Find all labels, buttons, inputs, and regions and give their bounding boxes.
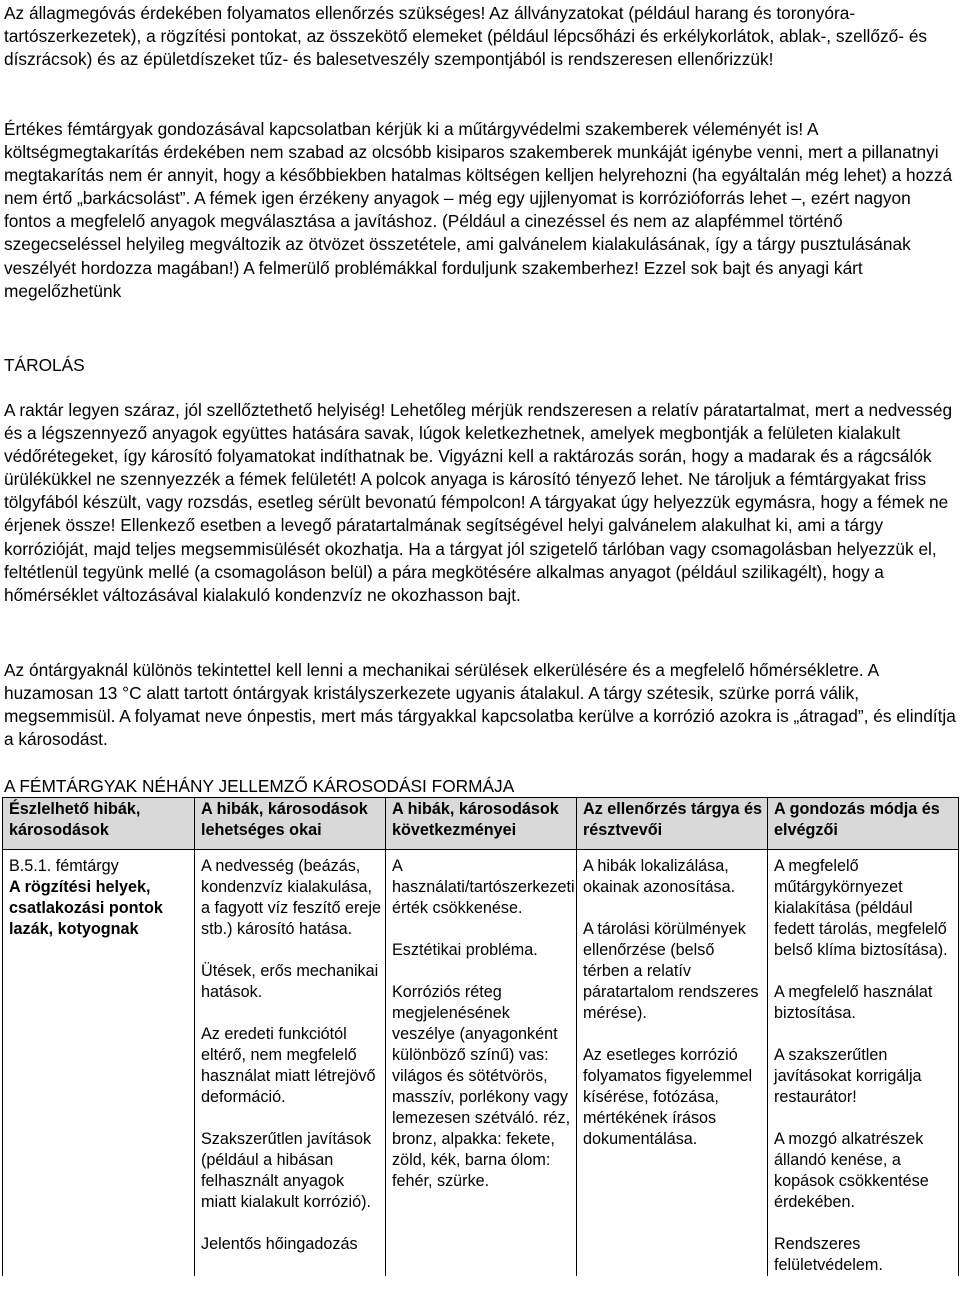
- care-item: Rendszeres felületvédelem.: [774, 1235, 883, 1274]
- cause-item: A nedvesség (beázás, kondenzvíz kialakulása, a fagyott víz feszítő ereje stb.) károsító hatása.: [201, 857, 381, 938]
- damage-code: B.5.1. fémtárgy: [9, 857, 119, 875]
- paragraph-inspection: Az állagmegóvás érdekében folyamatos ellenőrzés szükséges! Az állványzatokat (például harang és toronyóra-tartószerkezetek), a rögzítési pontokat, az összekötő elemeket (például lépcsőházi és erkélykorlátok, ablak-, szellőző- és díszrácsok) és az épületdíszeket tűz- és balesetveszély szempontjából is rendszeresen ellenőrizzük!: [4, 3, 928, 70]
- paragraph-tin-pest: Az óntárgyaknál különös tekintettel kell lenni a mechanikai sérülések elkerülésére és a megfelelő hőmérsékletre. A huzamosan 13 °C alatt tartott óntárgyak kristályszerkezete ugyanis átalakul. A tárgy szétesik, szürke porrá válik, megsemmisül. A folyamat neve ónpestis, mert más tárgyakkal kapcsolatba kerülve a korrózió azokra is „átragad”, és elindítja a károsodást.: [4, 660, 956, 750]
- care-item: A szakszerűtlen javításokat korrigálja restaurátor!: [774, 1046, 922, 1106]
- cause-item: Ütések, erős mechanikai hatások.: [201, 962, 379, 1001]
- inspection-item: Az esetleges korrózió folyamatos figyelemmel kísérése, fotózása, mértékének írásos dokumentálása.: [583, 1046, 753, 1148]
- paragraph-storage: A raktár legyen száraz, jól szellőztethető helyiség! Lehetőleg mérjük rendszeresen a relatív páratartalmat, mert a nedvesség és a légszennyező anyagok együttes hatására savak, lúgok keletkezhetnek, amelyek megbontják a felületen kialakult védőrétegeket, így károsító folyamatokat indíthatnak be. Vigyázni kell a raktározás során, hogy a madarak és a rágcsálók ürülékükkel ne szennyezzék a fémek felületét! A polcok anyaga is károsító tényező lehet. Ne tároljuk a fémtárgyakat friss tölgyfából készült, vagy rozsdás, esetleg sérült bevonatú fémpolcon! A tárgyakat úgy helyezzük egymásra, hogy a fémek ne érjenek össze! Ellenkező esetben a levegő páratartalmának segítségével helyi galvánelem alakulhat ki, ami a tárgy korrózióját, majd teljes megsemmisülését okozhatja. Ha a tárgyat jól szigetelő tárlóban vagy csomagolásban helyezzük el, feltétlenül tegyünk mellé (a csomagoláson belül) a pára megkötésére alkalmas anyagot (például szilikagélt), hogy a hőmérséklet változásával kialakuló kondenzvíz ne okozhasson bajt.: [4, 400, 953, 605]
- cell-inspection-subject: [577, 850, 768, 1277]
- care-item: A mozgó alkatrészek állandó kenése, a kopások csökkentése érdekében.: [774, 1130, 929, 1211]
- cell-consequences: [386, 850, 577, 1277]
- header-consequences: A hibák, károsodások következményei: [386, 798, 577, 850]
- table-header-row: [3, 798, 959, 850]
- table-row: [3, 850, 959, 1277]
- care-item: A megfelelő műtárgykörnyezet kialakítása (például fedett tárolás, megfelelő belső klíma biztosítása).: [774, 857, 948, 959]
- inspection-item: A hibák lokalizálása, okainak azonosítása.: [583, 857, 736, 896]
- care-item: A megfelelő használat biztosítása.: [774, 983, 933, 1022]
- header-inspection-subject: Az ellenőrzés tárgya és résztvevői: [577, 798, 768, 850]
- table-section-title: A FÉMTÁRGYAK NÉHÁNY JELLEMZŐ KÁROSODÁSI FORMÁJA: [4, 776, 515, 796]
- paragraph-expert-advice: Értékes fémtárgyak gondozásával kapcsolatban kérjük ki a műtárgyvédelmi szakemberek véleményét is! A költségmegtakarítás érdekében nem szabad az olcsóbb kisiparos szakemberek munkáját igénybe venni, mert a pillanatnyi megtakarítás nem ér annyit, hogy a későbbiekben hatalmas költségen kelljen helyrehozni (ha egyáltalán még lehet) a hozzá nem értő „barkácsolást”. A fémek igen érzékeny anyagok – még egy ujjlenyomat is korrózióforrás lehet –, ezért nagyon fontos a megfelelő anyagok megválasztása a javításhoz. (Például a cinezéssel és nem az alapfémmel történő szegecseléssel helyileg megváltozik az ötvözet összetétele, ami galvánelem kialakulásának, így a tárgy pusztulásának veszélyét hordozza magában!) A felmerülő problémákkal forduljunk szakemberhez! Ezzel sok bajt és anyagi kárt megelőzhetünk: [4, 119, 953, 301]
- header-observed-damage: Észlelhető hibák, károsodások: [3, 798, 195, 850]
- cell-observed-damage: [3, 850, 195, 1277]
- cell-care-method: [768, 850, 959, 1277]
- header-possible-causes: A hibák, károsodások lehetséges okai: [195, 798, 386, 850]
- consequence-item: A használati/tartószerkezeti érték csökkenése.: [392, 857, 575, 917]
- cause-item: Jelentős hőingadozás: [201, 1235, 358, 1253]
- consequence-item: Esztétikai probléma.: [392, 941, 538, 959]
- consequence-item: Korróziós réteg megjelenésének veszélye (anyagonként különböző színű) vas: világos és sötétvörös, masszív, porlékony vagy lemezesen szétváló. réz, bronz, alpakka: fekete, zöld, kék, barna ólom: fehér, szürke.: [392, 983, 571, 1190]
- damage-title: A rögzítési helyek, csatlakozási pontok lazák, kotyognak: [9, 878, 163, 938]
- cause-item: Szakszerűtlen javítások (például a hibásan felhasznált anyagok miatt kialakult korrózió).: [201, 1130, 372, 1211]
- cell-possible-causes: [195, 850, 386, 1277]
- damage-table: [2, 797, 959, 1276]
- cause-item: Az eredeti funkciótól eltérő, nem megfelelő használat miatt létrejövő deformáció.: [201, 1025, 376, 1106]
- inspection-item: A tárolási körülmények ellenőrzése (belső térben a relatív páratartalom rendszeres mérése).: [583, 920, 759, 1022]
- heading-storage: TÁROLÁS: [4, 355, 85, 375]
- header-care-method: A gondozás módja és elvégzői: [768, 798, 959, 850]
